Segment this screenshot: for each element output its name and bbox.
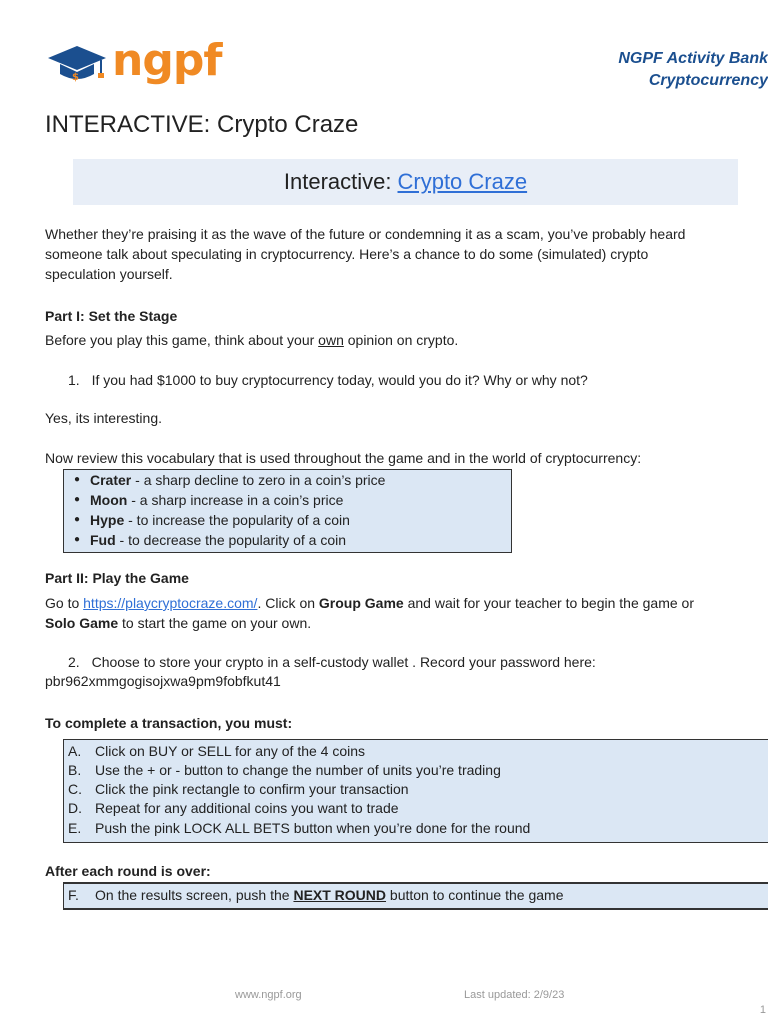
step-text: Use the + or - button to change the number of units you’re trading [95, 762, 501, 778]
question-text: Choose to store your crypto in a self-custody wallet . Record your password here: [91, 654, 596, 670]
step-letter: F. [68, 887, 79, 903]
vocab-definition: - to decrease the popularity of a coin [115, 532, 347, 548]
part1-heading: Part I: Set the Stage [45, 308, 178, 324]
step-item [64, 760, 501, 780]
solo-game-label: Solo Game [45, 615, 119, 631]
after-round-heading: After each round is over: [45, 863, 211, 879]
part2-text: and wait for your teacher to begin the game or [403, 595, 694, 611]
question-number: 1. [68, 372, 80, 388]
footer-updated: Last updated: 2/9/23 [464, 989, 565, 1001]
part1-text: Before you play this game, think about your [45, 332, 319, 348]
step-item [64, 798, 399, 818]
vocab-term: Moon [90, 492, 128, 508]
answer-1[interactable]: Yes, its interesting. [45, 410, 162, 426]
vocab-intro: Now review this vocabulary that is used throughout the game and in the world of cryptocurrency: [45, 450, 642, 466]
playcryptocraze-link[interactable]: https://playcryptocraze.com/ [83, 595, 258, 611]
footer-site: www.ngpf.org [235, 989, 302, 1001]
after-round-text: On the results screen, push the [95, 887, 294, 903]
step-letter: D. [68, 800, 82, 816]
vocab-term: Hype [90, 512, 125, 528]
bullet-icon: ● [73, 494, 81, 505]
password-answer[interactable]: pbr962xmmgogisojxwa9pm9fobfkut41 [45, 673, 281, 689]
vocab-item [64, 510, 350, 530]
question-number: 2. [68, 654, 80, 670]
step-item [64, 741, 365, 761]
intro-line: Whether they’re praising it as the wave of the future or condemning it as a scam, you’ve probably heard [45, 226, 686, 242]
svg-text:$: $ [72, 72, 79, 83]
bullet-icon: ● [73, 514, 81, 525]
part1-own: own [318, 332, 344, 348]
crypto-craze-link[interactable]: Crypto Craze [397, 169, 528, 194]
interactive-banner [73, 159, 738, 205]
page-number: 1 [759, 1004, 766, 1016]
vocab-definition: - a sharp decline to zero in a coin’s price [131, 472, 386, 488]
part2-text: to start the game on your own. [118, 615, 312, 631]
question-text: If you had $1000 to buy cryptocurrency today, would you do it? Why or why not? [91, 372, 588, 388]
vocab-term: Crater [90, 472, 132, 488]
step-letter: B. [68, 762, 82, 778]
activity-bank-label [618, 48, 768, 92]
part2-heading: Part II: Play the Game [45, 570, 189, 586]
part1-instruction [45, 330, 765, 350]
step-item [64, 818, 530, 838]
graduation-cap-icon [46, 42, 108, 86]
transaction-steps-box [63, 739, 768, 843]
vocab-item [64, 530, 346, 550]
logo-wordmark: ngpf [112, 35, 222, 86]
intro-line: speculation yourself. [45, 266, 173, 282]
group-game-label: Group Game [318, 595, 404, 611]
step-text: Click the pink rectangle to confirm your transaction [95, 781, 409, 797]
transaction-heading: To complete a transaction, you must: [45, 715, 293, 731]
part2-instruction [45, 593, 767, 633]
intro-paragraph [45, 224, 765, 284]
vocab-item [64, 470, 385, 490]
bullet-icon: ● [73, 534, 81, 545]
question-2 [68, 652, 768, 672]
banner-prefix: Interactive: [283, 169, 392, 194]
after-round-box [63, 882, 768, 910]
after-round-text: button to continue the game [386, 887, 564, 903]
part2-text: . Click on [257, 595, 319, 611]
step-text: Click on BUY or SELL for any of the 4 coins [95, 743, 366, 759]
step-text: Push the pink LOCK ALL BETS button when you’re done for the round [95, 820, 531, 836]
step-letter: E. [68, 820, 82, 836]
step-letter: C. [68, 781, 82, 797]
vocab-box [63, 469, 512, 553]
step-text [95, 885, 563, 905]
step-item [64, 779, 409, 799]
next-round-label: NEXT ROUND [293, 887, 387, 903]
intro-line: someone talk about speculating in cryptocurrency. Here’s a chance to do some (simulated) crypto [45, 246, 649, 262]
page-title: INTERACTIVE: Crypto Craze [45, 111, 359, 138]
part2-text: Go to [45, 595, 84, 611]
step-letter: A. [68, 743, 82, 759]
vocab-definition: - to increase the popularity of a coin [124, 512, 350, 528]
bullet-icon: ● [73, 474, 81, 485]
activity-topic-line: Cryptocurrency [648, 72, 768, 89]
part1-text: opinion on crypto. [343, 332, 459, 348]
step-item [64, 885, 563, 905]
question-1 [68, 370, 768, 390]
activity-bank-line: NGPF Activity Bank [618, 50, 768, 67]
vocab-definition: - a sharp increase in a coin’s price [127, 492, 344, 508]
vocab-term: Fud [90, 532, 116, 548]
vocab-item [64, 490, 343, 510]
ngpf-logo [46, 35, 222, 86]
step-text: Repeat for any additional coins you want to trade [95, 800, 399, 816]
